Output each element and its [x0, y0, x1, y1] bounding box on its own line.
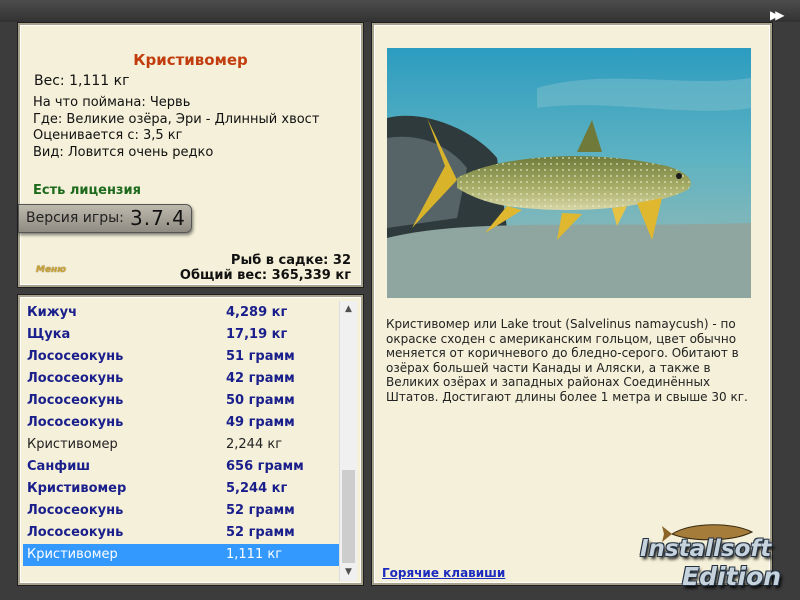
kind-text: Вид: Ловится очень редко [33, 144, 214, 160]
catch-fish-name: Кижуч [27, 305, 78, 320]
catch-row[interactable] [23, 522, 341, 544]
catch-row[interactable] [23, 434, 341, 456]
license-status: Есть лицензия [33, 183, 141, 198]
catch-list-panel [18, 295, 363, 585]
total-weight: Общий вес: 365,339 кг [179, 268, 351, 283]
cage-summary [180, 253, 351, 283]
catch-row[interactable] [23, 346, 341, 368]
catch-row[interactable] [23, 324, 341, 346]
catch-list[interactable] [23, 302, 341, 566]
catch-row[interactable] [23, 390, 341, 412]
fish-details [33, 95, 319, 161]
catch-fish-name: Лососеокунь [27, 503, 124, 518]
lake-trout-image [387, 48, 751, 298]
catch-fish-weight: 656 грамм [226, 459, 304, 474]
catch-fish-name: Лососеокунь [27, 393, 124, 408]
scrollbar-thumb[interactable] [342, 470, 355, 563]
catch-fish-name: Кристивомер [27, 437, 118, 452]
catch-fish-weight: 52 грамм [226, 525, 295, 540]
catch-fish-weight: 5,244 кг [226, 481, 288, 496]
hotkeys-link[interactable]: Горячие клавиши [382, 566, 506, 580]
catch-row[interactable] [23, 302, 341, 324]
version-label: Версия игры: [26, 210, 124, 226]
logo-text-line2: Edition [682, 562, 782, 591]
scroll-up-icon[interactable]: ▲ [345, 304, 352, 314]
catch-list-scrollbar[interactable] [339, 301, 357, 581]
version-number: 3.7.4 [130, 206, 186, 230]
catch-fish-weight: 49 грамм [226, 415, 295, 430]
bait-text: На что поймана: Червь [33, 95, 191, 110]
game-version-badge [18, 204, 192, 233]
fish-photo [387, 48, 751, 298]
catch-fish-weight: 52 грамм [226, 503, 295, 518]
menu-button[interactable]: Меню [36, 265, 67, 275]
installsoft-logo [640, 520, 800, 600]
catch-row[interactable] [23, 456, 341, 478]
catch-fish-name: Щука [27, 327, 71, 342]
fish-weight: Вес: 1,111 кг [34, 73, 130, 89]
catch-fish-weight: 1,111 кг [226, 547, 283, 562]
catch-fish-weight: 17,19 кг [226, 327, 288, 342]
catch-row[interactable] [23, 544, 341, 566]
catch-fish-name: Лососеокунь [27, 415, 124, 430]
catch-row[interactable] [23, 368, 341, 390]
double-chevron-right-icon[interactable]: ▶▶ [770, 8, 781, 22]
catch-row[interactable] [23, 500, 341, 522]
fish-description: Кристивомер или Lake trout (Salvelinus namaycush) - по окраске сходен с американским гольцом, цвет обычно меняется от коричневого до бледно-серого. Обитают в озёрах большей части Канады и Аляски, а также в Великих озёрах и западных районах Соединённых Штатов. Достигают длины более 1 метра и свыше 30 кг. [386, 317, 748, 404]
catch-fish-weight: 4,289 кг [226, 305, 288, 320]
catch-row[interactable] [23, 412, 341, 434]
catch-row[interactable] [23, 478, 341, 500]
catch-fish-weight: 51 грамм [226, 349, 295, 364]
logo-text-line1: Installsoft [640, 536, 772, 562]
catch-fish-name: Лососеокунь [27, 525, 124, 540]
valued-text: Оценивается с: 3,5 кг [33, 128, 183, 143]
catch-fish-weight: 50 грамм [226, 393, 295, 408]
catch-fish-name: Санфиш [27, 459, 91, 474]
catch-fish-name: Лососеокунь [27, 349, 124, 364]
catch-fish-name: Кристивомер [27, 481, 127, 496]
fish-info-panel [18, 23, 363, 287]
catch-fish-weight: 42 грамм [226, 371, 295, 386]
catch-fish-weight: 2,244 кг [226, 437, 283, 452]
catch-fish-name: Кристивомер [27, 547, 118, 562]
fish-in-cage: Рыб в садке: 32 [230, 253, 351, 268]
catch-fish-name: Лососеокунь [27, 371, 124, 386]
place-text: Где: Великие озёра, Эри - Длинный хвост [33, 111, 320, 127]
window-top-bar [0, 0, 800, 22]
scroll-down-icon[interactable]: ▼ [345, 567, 352, 577]
fish-title: Кристивомер [133, 51, 248, 69]
fish-description-panel [372, 23, 772, 585]
